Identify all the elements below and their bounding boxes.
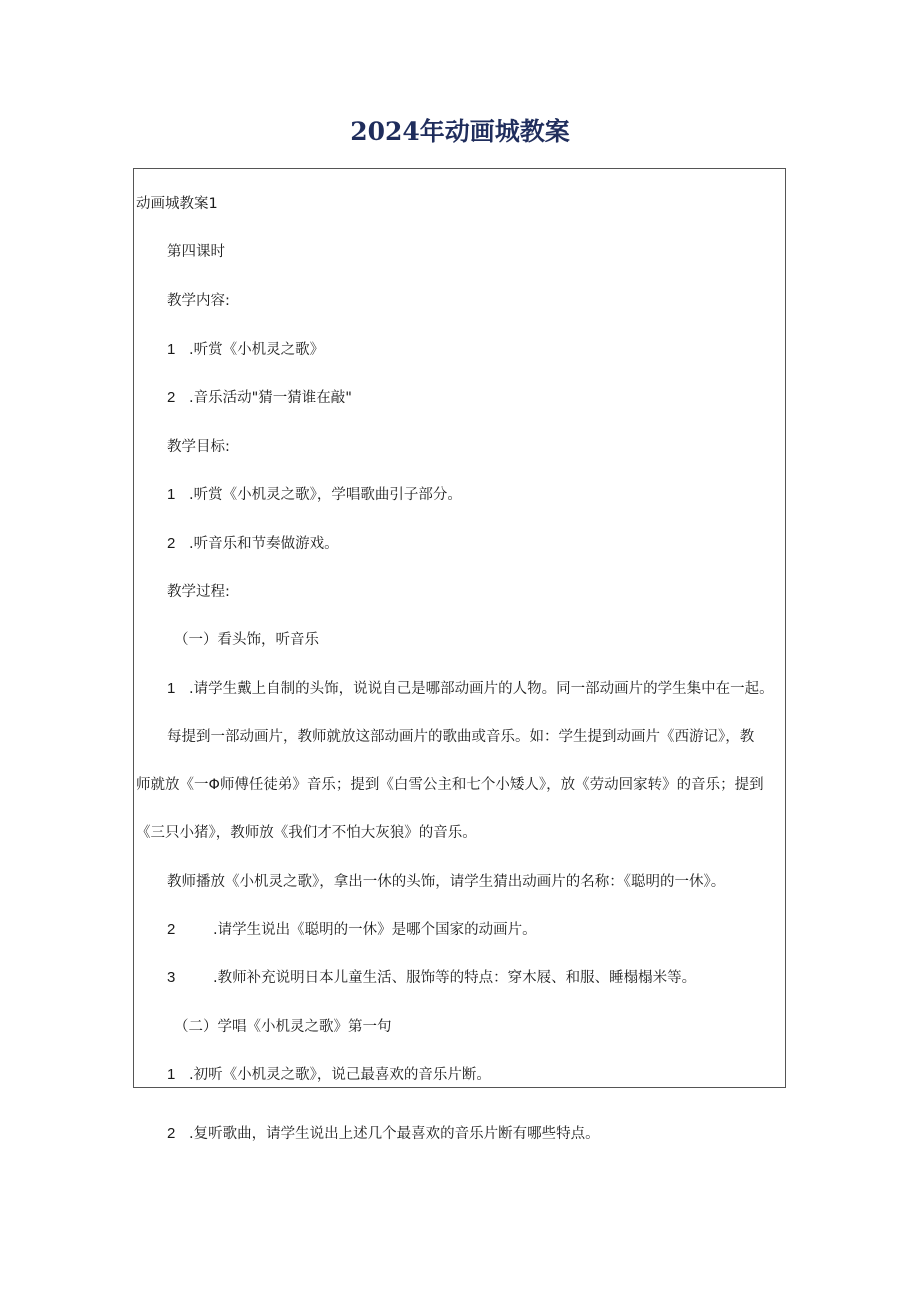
list-item: [167, 485, 462, 505]
subsection-heading: [174, 630, 319, 650]
list-number: 3: [167, 969, 176, 986]
line-text: 每提到一部动画片，教师就放这部动画片的歌曲或音乐。如：学生提到动画片《西游记》，教: [167, 729, 755, 745]
line-text: .复听歌曲，请学生说出上述几个最喜欢的音乐片断有哪些特点。: [189, 1126, 600, 1142]
line-text: 教学目标:: [167, 439, 230, 455]
line-text: .音乐活动"猜一猜谁在敲": [189, 390, 352, 406]
line-text: （一）看头饰，听音乐: [174, 632, 319, 648]
content-frame: [133, 168, 786, 1088]
list-number: 1: [167, 1066, 176, 1083]
list-number: 2: [167, 1125, 176, 1142]
list-number: 2: [167, 389, 176, 406]
list-number: 2: [167, 921, 176, 938]
list-number: 1: [167, 341, 176, 358]
list-number: 1: [167, 486, 176, 503]
paragraph: [167, 242, 225, 262]
list-item: [167, 534, 339, 554]
line-text: 《三只小猪》，教师放《我们才不怕大灰狼》的音乐。: [136, 825, 477, 841]
list-item: [167, 340, 324, 360]
paragraph: [167, 582, 230, 602]
line-text: .请学生说出《聪明的一休》是哪个国家的动画片。: [213, 922, 537, 938]
line-text: 动画城教案1: [136, 196, 218, 212]
paragraph: [167, 437, 230, 457]
line-text: .听赏《小机灵之歌》，学唱歌曲引子部分。: [189, 487, 462, 503]
list-item: [167, 920, 537, 940]
paragraph: [167, 291, 230, 311]
list-item: [167, 679, 774, 699]
list-number: 1: [167, 680, 176, 697]
list-item: [167, 1124, 600, 1144]
line-text: .听音乐和节奏做游戏。: [189, 536, 339, 552]
line-text: 教学内容:: [167, 293, 230, 309]
line-text: 师就放《一Φ师傅任徒弟》音乐；提到《白雪公主和七个小矮人》，放《劳动回家转》的音乐；提到: [136, 777, 764, 793]
page-title: 2024年动画城教案: [350, 117, 570, 146]
line-text: .初听《小机灵之歌》，说己最喜欢的音乐片断。: [189, 1067, 491, 1083]
line-text: （二）学唱《小机灵之歌》第一句: [174, 1019, 392, 1035]
section-heading: [136, 194, 218, 214]
subsection-heading: [174, 1017, 392, 1037]
list-number: 2: [167, 535, 176, 552]
line-text: 教学过程:: [167, 584, 230, 600]
list-item: [167, 388, 352, 408]
paragraph: [167, 872, 725, 892]
paragraph: [136, 823, 477, 843]
list-item: [167, 968, 696, 988]
paragraph: [136, 775, 764, 795]
paragraph: [167, 727, 754, 747]
line-text: .请学生戴上自制的头饰，说说自己是哪部动画片的人物。同一部动画片的学生集中在一起。: [189, 681, 774, 697]
line-text: 教师播放《小机灵之歌》，拿出一休的头饰，请学生猜出动画片的名称：《聪明的一休》。: [167, 874, 726, 890]
line-text: 第四课时: [167, 244, 225, 260]
list-item: [167, 1065, 491, 1085]
line-text: .听赏《小机灵之歌》: [189, 342, 325, 358]
line-text: .教师补充说明日本儿童生活、服饰等的特点：穿木屐、和服、睡榻榻米等。: [213, 970, 697, 986]
